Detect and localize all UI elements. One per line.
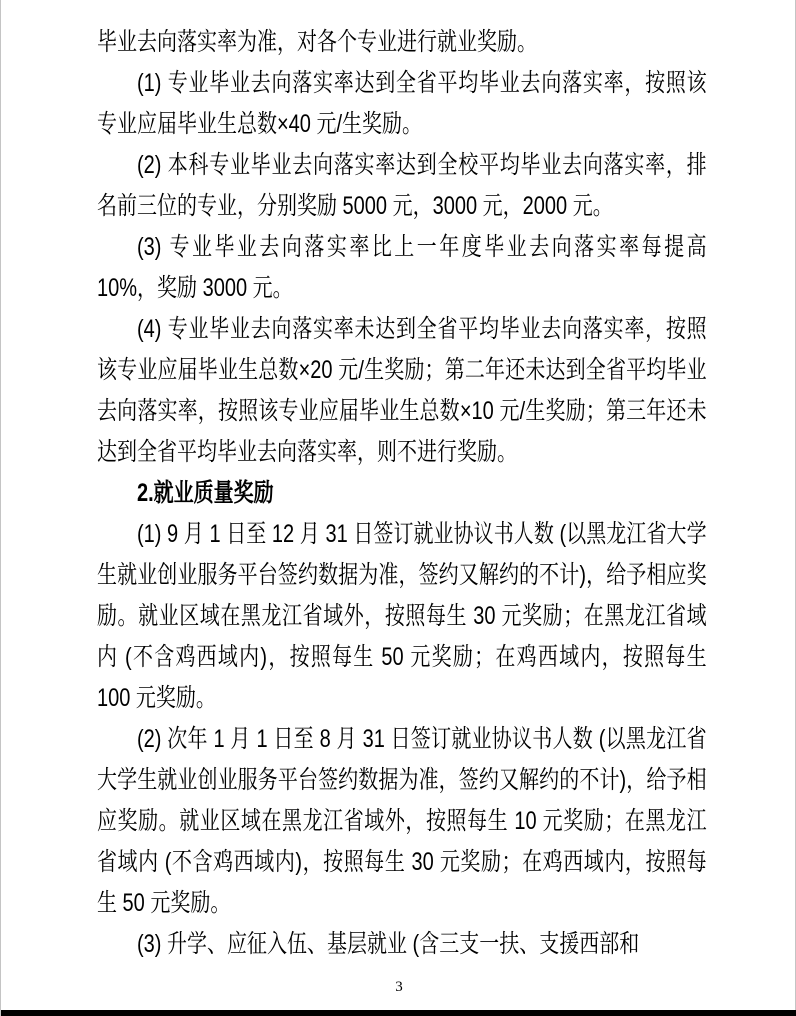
paragraph-item-4: (4) 专业毕业去向落实率未达到全省平均毕业去向落实率，按照该专业应届毕业生总数×20 元/生奖励；第二年还未达到全省平均毕业去向落实率，按照该专业应届毕业生总数×10 元/生奖励；第三年还未达到全省平均毕业去向落实率，则不进行奖励。 xyxy=(97,315,707,466)
page-number: 3 xyxy=(395,979,403,995)
section-heading-employment-quality-reward: 2.就业质量奖励 xyxy=(137,479,274,507)
page-body-text xyxy=(97,22,707,965)
paragraph-item-1: (1) 专业毕业去向落实率达到全省平均毕业去向落实率，按照该专业应届毕业生总数×40 元/生奖励。 xyxy=(97,69,707,138)
paragraph-quality-item-3: (3) 升学、应征入伍、基层就业 (含三支一扶、支援西部和 xyxy=(137,930,640,958)
paragraph-quality-item-2: (2) 次年 1 月 1 日至 8 月 31 日签订就业协议书人数 (以黑龙江省大学生就业创业服务平台签约数据为准，签约又解约的不计)，给予相应奖励。就业区域在黑龙江省域外，按照每生 10 元奖励；在黑龙江省域内 (不含鸡西域内)，按照每生 30 元奖励；在鸡西域内，按照每生 50 元奖励。 xyxy=(97,725,707,917)
paragraph-item-3: (3) 专业毕业去向落实率比上一年度毕业去向落实率每提高 10%，奖励 3000 元。 xyxy=(97,233,707,302)
paragraph-quality-item-1: (1) 9 月 1 日至 12 月 31 日签订就业协议书人数 (以黑龙江省大学生就业创业服务平台签约数据为准，签约又解约的不计)，给予相应奖励。就业区域在黑龙江省域外，按照每生 30 元奖励；在黑龙江省域内 (不含鸡西域内)，按照每生 50 元奖励；在鸡西域内，按照每生 100 元奖励。 xyxy=(97,520,707,712)
paragraph-continuation: 毕业去向落实率为准，对各个专业进行就业奖励。 xyxy=(97,28,538,56)
paragraph-item-2: (2) 本科专业毕业去向落实率达到全校平均毕业去向落实率，排名前三位的专业，分别奖励 5000 元，3000 元，2000 元。 xyxy=(97,151,707,220)
page-bottom-bar xyxy=(1,1010,796,1016)
